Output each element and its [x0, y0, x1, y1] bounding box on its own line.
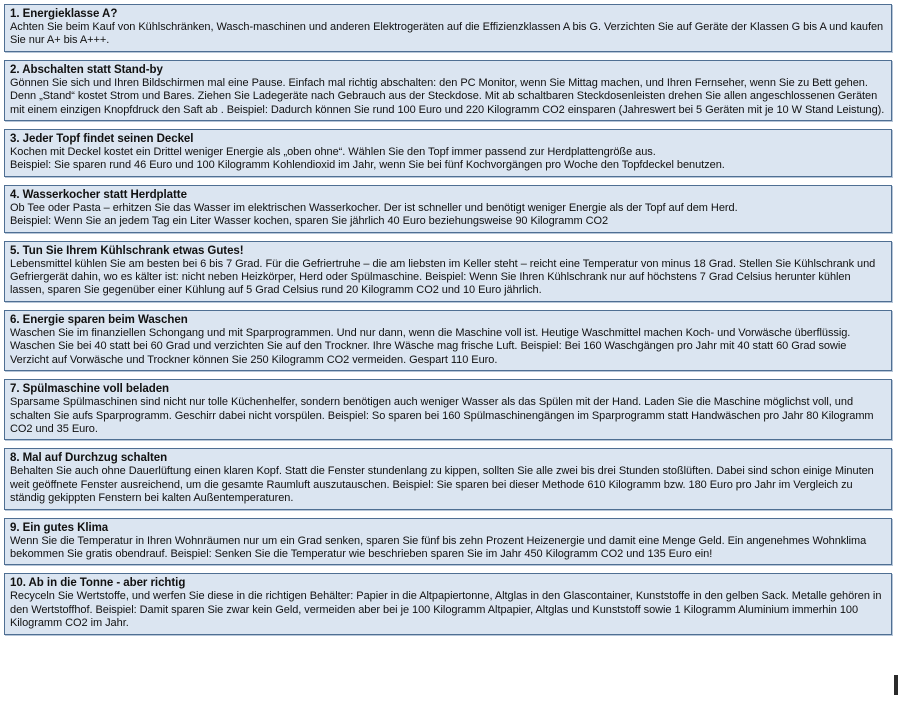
- tip-box: [4, 4, 892, 52]
- tip-box: [4, 241, 892, 302]
- tip-box: [4, 310, 892, 371]
- tip-text: Behalten Sie auch ohne Dauerlüftung einen klaren Kopf. Statt die Fenster stundenlang zu kippen, sollten Sie alle zwei bis drei Stunden stoßlüften. Dabei sind schon einige Minuten weit geöffnete Fenster ausreichend, um die gesamte Raumluft auszutauschen. Beispiel: Sie sparen bei dieser Methode 610 Kilogramm bzw. 180 Euro pro Jahr im Vergleich zu ständig gekippten Fenstern bei kalten Außentemperaturen.: [10, 465, 874, 505]
- tip-box: [4, 379, 892, 440]
- tip-text: Wenn Sie die Temperatur in Ihren Wohnräumen nur um ein Grad senken, sparen Sie fünf bis zehn Prozent Heizenergie und damit eine Menge Geld. Ein angenehmes Wohnklima bekommen Sie gratis obendrauf. Beispiel: Senken Sie die Temperatur wie beschrieben sparen Sie im Jahr 450 Kilogramm CO2 und 135 Euro ein!: [10, 534, 867, 560]
- tip-box: [4, 185, 892, 233]
- tip-title: 2. Abschalten statt Stand-by: [10, 63, 163, 76]
- tip-box: [4, 60, 892, 121]
- tip-title: 1. Energieklasse A?: [10, 8, 118, 20]
- tip-text: Achten Sie beim Kauf von Kühlschränken, Wasch-maschinen und anderen Elektrogeräten auf die Effizienzklassen A bis G. Verzichten Sie auf Geräte der Klassen G bis A und kaufen Sie nur A+ bis A+++.: [10, 21, 884, 47]
- tip-title: 6. Energie sparen beim Waschen: [10, 313, 188, 326]
- tip-text: Gönnen Sie sich und Ihren Bildschirmen mal eine Pause. Einfach mal richtig abschalten: den PC Monitor, wenn Sie Mittag machen, und Ihren Fernseher, wenn Sie zu Bett gehen. Denn „Stand“ kostet Strom und Bares. Ziehen Sie Ladegeräte nach Gebrauch aus der Steckdose. Mit ab schaltbaren Steckdosenleisten drehen Sie allen angeschlossenen Geräten mit einem einzigen Knopfdruck den Saft ab . Beispiel: Dadurch können Sie rund 100 Euro und 220 Kilogramm CO2 einsparen (Jahreswert bei 5 Geräten mit je 10 W Stand Leistung).: [10, 76, 885, 116]
- tip-title: 8. Mal auf Durchzug schalten: [10, 452, 168, 465]
- tip-text: Waschen Sie im finanziellen Schongang und mit Sparprogrammen. Und nur dann, wenn die Maschine voll ist. Heutige Waschmittel machen Koch- und Vorwäsche überflüssig. Waschen Sie bei 40 statt bei 60 Grad und verzichten Sie auf den Trockner. Ihre Wäsche mag frische Luft. Beispiel: Bei 160 Waschgängen pro Jahr mit 40 statt 60 Grad sowie Verzicht auf Vorwäsche und Trockner können Sie 250 Kilogramm CO2 vermeiden. Gespart 110 Euro.: [10, 326, 851, 366]
- tip-text: Beispiel: Sie sparen rund 46 Euro und 100 Kilogramm Kohlendioxid im Jahr, wenn Sie bei fünf Kochvorgängen pro Woche den Topfdeckel benutzen.: [10, 159, 725, 172]
- tip-text: Kochen mit Deckel kostet ein Drittel weniger Energie als „oben ohne“. Wählen Sie den Topf immer passend zur Herdplattengröße aus.: [10, 146, 656, 159]
- tip-box: [4, 129, 892, 177]
- tip-text: Beispiel: Wenn Sie an jedem Tag ein Liter Wasser kochen, sparen Sie jährlich 40 Euro beziehungsweise 90 Kilogramm CO2: [10, 215, 609, 228]
- tip-box: [4, 448, 892, 509]
- tip-title: 4. Wasserkocher statt Herdplatte: [10, 188, 187, 201]
- scrollbar-edge-marker: [894, 675, 898, 695]
- tips-list: [4, 4, 892, 643]
- tip-title: 3. Jeder Topf findet seinen Deckel: [10, 133, 194, 146]
- tip-text: Ob Tee oder Pasta – erhitzen Sie das Wasser im elektrischen Wasserkocher. Der ist schneller und benötigt weniger Energie als der Topf auf dem Herd.: [10, 201, 738, 214]
- tip-text: Sparsame Spülmaschinen sind nicht nur tolle Küchenhelfer, sondern benötigen auch weniger Wasser als das Spülen mit der Hand. Laden Sie die Maschine möglichst voll, und schalten Sie aufs Sparprogramm. Geschirr dabei nicht vorspülen. Beispiel: So sparen bei 160 Spülmaschinengängen im Sparprogramm statt Handwäschen pro Jahr 80 Kilogramm CO2 und 35 Euro.: [10, 396, 874, 435]
- tip-title: 9. Ein gutes Klima: [10, 521, 109, 534]
- tip-title: 5. Tun Sie Ihrem Kühlschrank etwas Gutes!: [10, 244, 244, 257]
- tip-title: 10. Ab in die Tonne - aber richtig: [10, 577, 186, 590]
- tip-box: [4, 518, 892, 566]
- tip-title: 7. Spülmaschine voll beladen: [10, 383, 170, 396]
- tip-text: Recyceln Sie Wertstoffe, und werfen Sie diese in die richtigen Behälter: Papier in die Altpapiertonne, Altglas in den Glascontainer, Kunststoffe in den gelben Sack. Metalle gehören in den Wertstoffhof. Beispiel: Damit sparen Sie zwar kein Geld, vermeiden aber bei je 100 Kilogramm Altpapier, Altglas und Kunststoff sowie 1 Kilogramm Aluminium immerhin 100 Kilogramm CO2 im Jahr.: [10, 590, 882, 630]
- tip-box: [4, 573, 892, 634]
- tip-text: Lebensmittel kühlen Sie am besten bei 6 bis 7 Grad. Für die Gefriertruhe – die am liebsten im Keller steht – reicht eine Temperatur von minus 18 Grad. Stellen Sie Kühlschrank und Gefriergerät dahin, wo es kälter ist: nicht neben Heizkörper, Herd oder Spülmaschine. Beispiel: Wenn Sie Ihren Kühlschrank nur auf höchstens 7 Grad Celsius herunter kühlen lassen, sparen Sie gegenüber einer Kühlung auf 5 Grad Celsius rund 20 Kilogramm CO2 und 10 Euro jährlich.: [10, 257, 876, 297]
